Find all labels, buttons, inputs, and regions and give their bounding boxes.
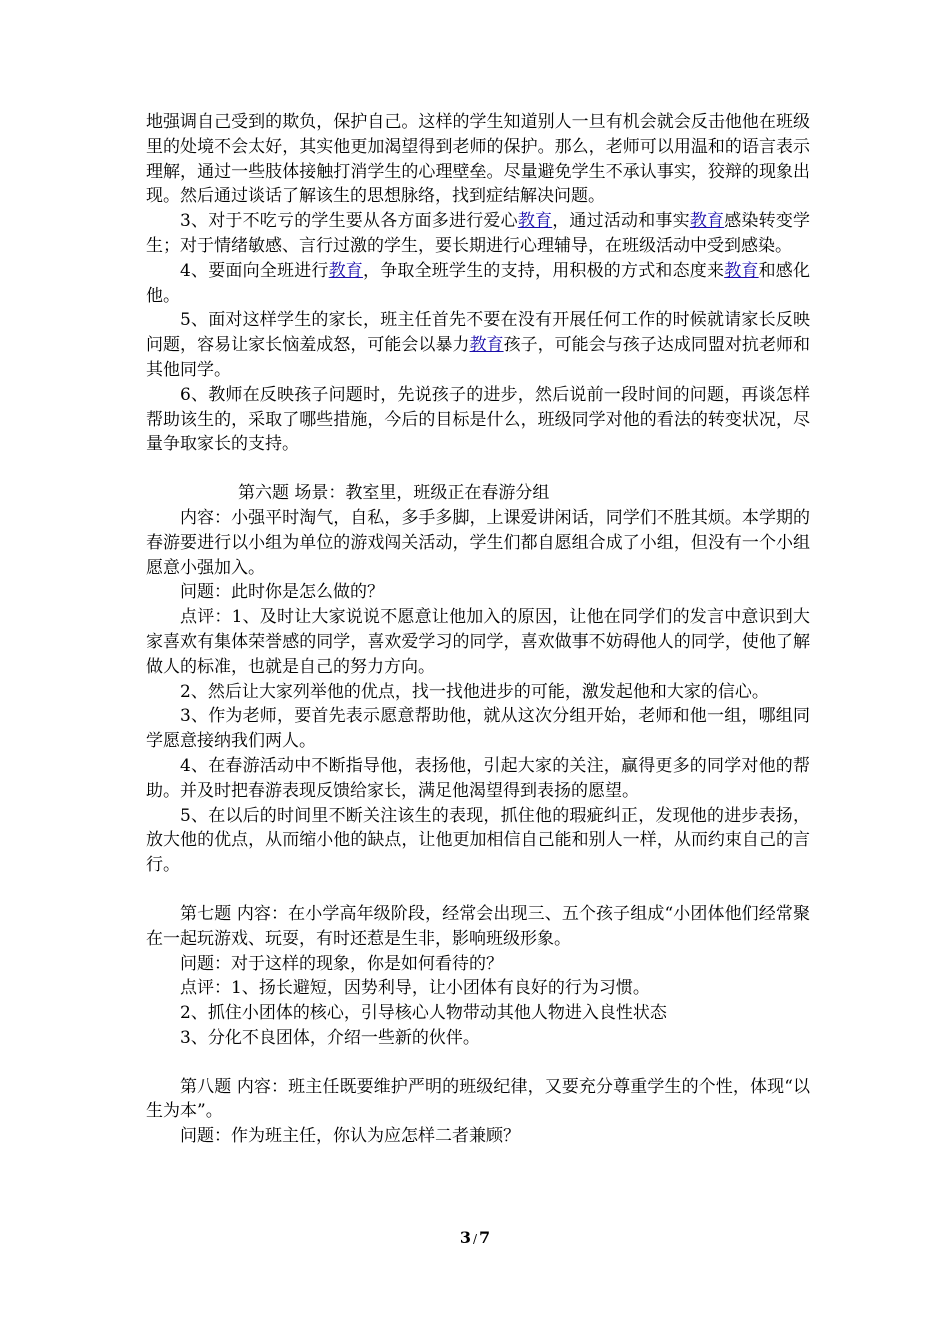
paragraph (146, 1026, 810, 1051)
paragraph-text: 2、抓住小团体的核心，引导核心人物带动其他人物进入良性状态 (180, 1003, 667, 1024)
paragraph-text: 4、要面向全班进行 (180, 260, 329, 281)
paragraph-text: ，争取全班学生的支持，用积极的方式和态度来 (363, 260, 725, 281)
document-body (146, 110, 810, 1149)
education-link[interactable]: 教育 (328, 260, 364, 281)
education-link[interactable]: 教育 (469, 335, 504, 356)
paragraph-text: 第七题 内容：在小学高年级阶段，经常会出现三、五个孩子组成“小团体他们经常聚在一起玩游戏、玩耍，有时还惹是生非，影响班级形象。 (146, 903, 810, 949)
paragraph-text: 3、作为老师，要首先表示愿意帮助他，就从这次分组开始，老师和他一组，哪组同学愿意接纳我们两人。 (146, 706, 810, 752)
education-link[interactable]: 教育 (517, 211, 553, 232)
paragraph (146, 209, 810, 259)
paragraph (146, 1075, 810, 1125)
section-gap (146, 878, 810, 902)
section-gap (146, 457, 810, 481)
paragraph (146, 976, 810, 1001)
page-number (0, 1228, 950, 1247)
paragraph-text: 问题：作为班主任，你认为应怎样二者兼顾？ (180, 1126, 520, 1147)
page-separator: / (472, 1232, 478, 1246)
paragraph-text: 5、在以后的时间里不断关注该生的表现，抓住他的瑕疵纠正，发现他的进步表扬，放大他的优点，从而缩小他的缺点，让他更加相信自己能和别人一样，从而约束自己的言行。 (146, 805, 810, 876)
paragraph (146, 804, 810, 878)
paragraph-text: 5、面对这样学生的家长，班主任首先不要在没有开展任何工作的时候就请家长反映问题，容易让家长恼羞成怒，可能会以暴力 (146, 310, 810, 356)
paragraph (146, 259, 810, 309)
paragraph (146, 110, 810, 209)
page-current: 3 (459, 1228, 471, 1247)
paragraph-text: 孩子，可能会与孩子达成同盟对抗老师和其他同学。 (146, 335, 811, 380)
education-link[interactable]: 教育 (724, 260, 759, 281)
paragraph (146, 1124, 810, 1149)
paragraph-text: 第六题 场景：教室里，班级正在春游分组 (238, 483, 550, 504)
paragraph-text: 6、教师在反映孩子问题时，先说孩子的进步，然后说前一段时间的问题，再谈怎样帮助该生的，采取了哪些措施，今后的目标是什么，班级同学对他的看法的转变状况，尽量争取家长的支持。 (146, 384, 810, 455)
paragraph-text: 3、分化不良团体，介绍一些新的伙伴。 (180, 1027, 480, 1048)
page-total: 7 (479, 1228, 491, 1247)
paragraph (146, 680, 810, 705)
paragraph-text: 4、在春游活动中不断指导他，表扬他，引起大家的关注，赢得更多的同学对他的帮助。并及时把春游表现反馈给家长，满足他渴望得到表扬的愿望。 (146, 755, 810, 801)
paragraph-text: 问题：对于这样的现象，你是如何看待的？ (180, 953, 503, 974)
paragraph-text: 第八题 内容：班主任既要维护严明的班级纪律，又要充分尊重学生的个性，体现“以生为本”。 (146, 1076, 810, 1122)
paragraph (146, 704, 810, 754)
paragraph (146, 383, 810, 457)
paragraph (146, 506, 810, 580)
paragraph (146, 902, 810, 952)
paragraph (146, 952, 810, 977)
paragraph-text: 3、对于不吃亏的学生要从各方面多进行爱心 (180, 211, 518, 232)
education-link[interactable]: 教育 (689, 211, 725, 232)
paragraph-text: 点评：1、及时让大家说说不愿意让他加入的原因，让他在同学们的发言中意识到大家喜欢有集体荣誉感的同学，喜欢爱学习的同学，喜欢做事不妨碍他人的同学，使他了解做人的标准，也就是自己的努力方向。 (146, 607, 810, 677)
paragraph (146, 308, 810, 382)
paragraph (146, 605, 810, 679)
paragraph-text: ，通过活动和事实 (552, 211, 690, 232)
paragraph-text: 感染转变学生；对于情绪敏感、言行过激的学生，要长期进行心理辅导，在班级活动中受到感染。 (146, 211, 811, 256)
paragraph-text: 和感化他。 (146, 260, 811, 306)
paragraph-text: 点评：1、扬长避短，因势利导，让小团体有良好的行为习惯。 (180, 978, 650, 999)
paragraph-text: 内容：小强平时淘气，自私，多手多脚，上课爱讲闲话，同学们不胜其烦。本学期的春游要进行以小组为单位的游戏闯关活动，学生们都自愿组合成了小组，但没有一个小组愿意小强加入。 (146, 507, 810, 578)
paragraph (146, 580, 810, 605)
paragraph-text: 问题：此时你是怎么做的？ (180, 582, 384, 603)
paragraph (146, 1001, 810, 1026)
paragraph (146, 754, 810, 804)
paragraph-text: 2、然后让大家列举他的优点，找一找他进步的可能，激发起他和大家的信心。 (180, 681, 769, 702)
paragraph (146, 481, 810, 506)
section-gap (146, 1051, 810, 1075)
paragraph-text: 地强调自己受到的欺负，保护自己。这样的学生知道别人一旦有机会就会反击他他在班级里的处境不会太好，其实他更加渴望得到老师的保护。那么，老师可以用温和的语言表示理解，通过一些肢体接触打消学生的心理壁垒。尽量避免学生不承认事实，狡辩的现象出现。然后通过谈话了解该生的思想脉络，找到症结解决问题。 (146, 112, 810, 207)
